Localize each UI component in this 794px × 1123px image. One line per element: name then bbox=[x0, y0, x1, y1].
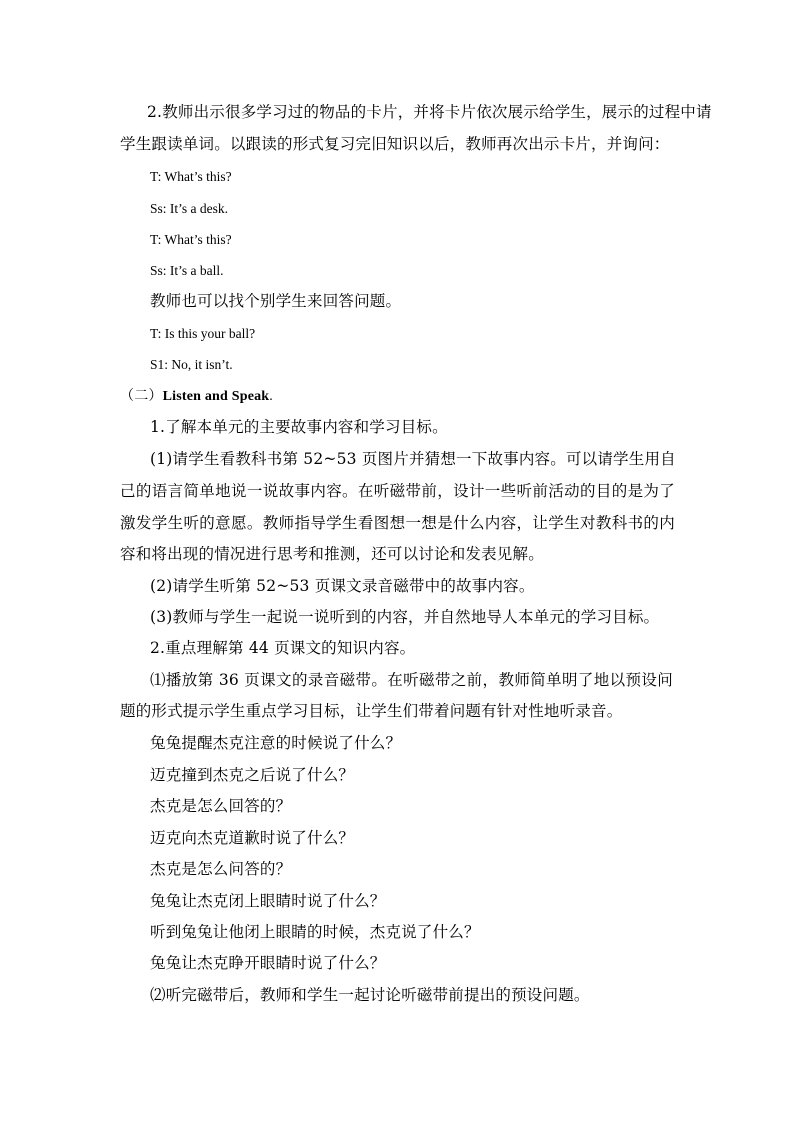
question-line: 杰克是怎么问答的？ bbox=[150, 860, 292, 878]
dialogue-line: S1: No, it isn’t. bbox=[150, 357, 233, 372]
paragraph-line: (1)请学生看教科书第 52~53 页图片并猜想一下故事内容。可以请学生用自 bbox=[150, 450, 676, 468]
question-line: 听到兔兔让他闭上眼睛的时候，杰克说了什么？ bbox=[150, 923, 480, 941]
paragraph-line: 容和将出现的情况进行思考和推测，还可以讨论和发表见解。 bbox=[120, 545, 544, 563]
section-title: Listen and Speak bbox=[162, 389, 270, 404]
paragraph-line: 2.教师出示很多学习过的物品的卡片，并将卡片依次展示给学生，展示的过程中请 bbox=[147, 103, 712, 121]
paragraph-line: 1.了解本单元的主要故事内容和学习目标。 bbox=[150, 418, 448, 436]
paragraph-line: 2.重点理解第 44 页课文的知识内容。 bbox=[150, 639, 416, 657]
question-line: 兔兔让杰克闭上眼睛时说了什么？ bbox=[150, 892, 386, 910]
section-number: （二） bbox=[120, 389, 163, 404]
question-line: 兔兔提醒杰克注意的时候说了什么？ bbox=[150, 734, 402, 752]
question-line: 迈克撞到杰克之后说了什么？ bbox=[150, 766, 355, 784]
paragraph-line: 教师也可以找个别学生来回答问题。 bbox=[150, 292, 402, 310]
dialogue-line: T: What’s this? bbox=[150, 169, 232, 184]
question-line: 迈克向杰克道歉时说了什么？ bbox=[150, 829, 355, 847]
paragraph-line: 己的语言简单地说一说故事内容。在听磁带前，设计一些听前活动的目的是为了 bbox=[120, 482, 675, 500]
paragraph-line: ⑵听完磁带后，教师和学生一起讨论听磁带前提出的预设问题。 bbox=[150, 986, 590, 1004]
question-line: 杰克是怎么回答的？ bbox=[150, 797, 292, 815]
paragraph-line: 激发学生听的意愿。教师指导学生看图想一想是什么内容，让学生对教科书的内 bbox=[120, 514, 675, 532]
paragraph-line: 学生跟读单词。以跟读的形式复习完旧知识以后，教师再次出示卡片，并询问： bbox=[120, 135, 670, 153]
dialogue-line: T: Is this your ball? bbox=[150, 326, 256, 341]
dialogue-line: T: What’s this? bbox=[150, 232, 232, 247]
paragraph-line: (3)教师与学生一起说一说听到的内容，并自然地导人本单元的学习目标。 bbox=[150, 608, 660, 626]
dialogue-line: Ss: It’s a desk. bbox=[150, 201, 229, 216]
paragraph-line: 题的形式提示学生重点学习目标，让学生们带着问题有针对性地听录音。 bbox=[120, 702, 623, 720]
paragraph-line: ⑴播放第 36 页课文的录音磁带。在听磁带之前，教师简单明了地以预设问 bbox=[150, 671, 673, 689]
dialogue-line: Ss: It’s a ball. bbox=[150, 263, 224, 278]
paragraph-line: (2)请学生听第 52~53 页课文录音磁带中的故事内容。 bbox=[150, 577, 535, 595]
section-period: . bbox=[269, 389, 273, 404]
question-line: 兔兔让杰克睁开眼睛时说了什么？ bbox=[150, 954, 386, 972]
section-heading bbox=[120, 387, 273, 407]
